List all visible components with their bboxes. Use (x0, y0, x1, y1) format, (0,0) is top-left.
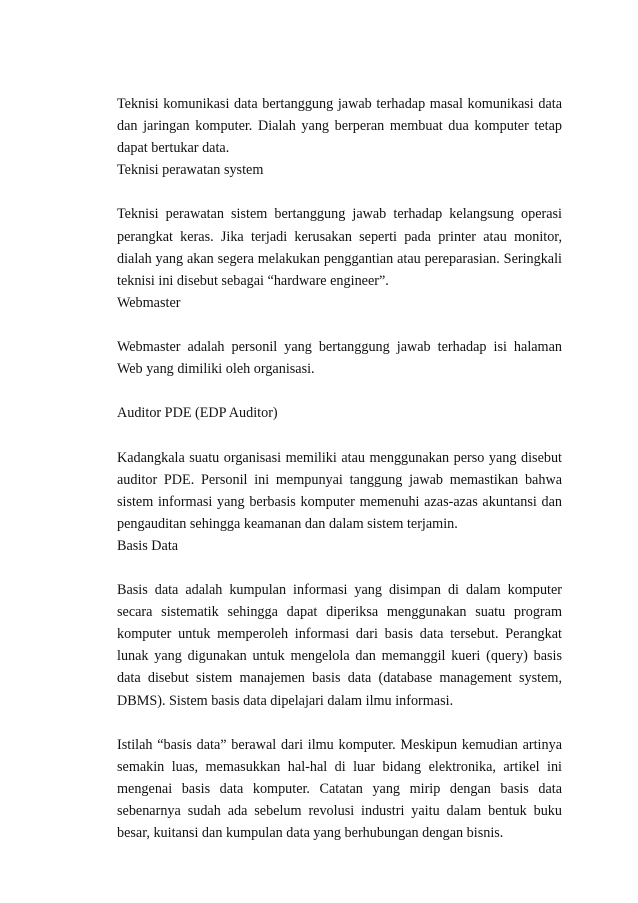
heading-teknisi-perawatan: Teknisi perawatan system (117, 162, 264, 179)
document-page (117, 93, 562, 844)
paragraph-webmaster: Webmaster adalah personil yang bertanggung jawab terhadap isi halaman Web yang dimiliki oleh organisasi. (117, 339, 562, 378)
heading-webmaster: Webmaster (117, 294, 181, 311)
paragraph-istilah-basis-data: Istilah “basis data” berawal dari ilmu komputer. Meskipun kemudian artinya semakin luas, memasukkan hal-hal di luar bidang elektronika, artikel ini mengenai basis data komputer. Catatan yang mirip dengan basis data sebenarnya sudah ada sebelum revolusi industri yaitu dalam bentuk buku besar, kuitansi dan kumpulan data yang berhubungan dengan bisnis. (117, 736, 562, 842)
heading-basis-data: Basis Data (117, 537, 179, 554)
blank-line (117, 424, 562, 446)
blank-line (117, 380, 562, 402)
paragraph-teknisi-perawatan: Teknisi perawatan sistem bertanggung jawab terhadap kelangsung operasi perangkat keras. Jika terjadi kerusakan seperti pada printer atau monitor, dialah yang akan segera melakukan penggantian atau pereparasian. Seringkali teknisi ini disebut sebagai “hardware engineer”. (117, 206, 562, 289)
heading-auditor-pde: Auditor PDE (EDP Auditor) (117, 405, 278, 422)
paragraph-teknisi-komunikasi: Teknisi komunikasi data bertanggung jawab terhadap masal komunikasi data dan jaringan komputer. Dialah yang berperan membuat dua komputer tetap dapat bertukar data. (117, 96, 562, 157)
paragraph-auditor-pde: Kadangkala suatu organisasi memiliki atau menggunakan perso yang disebut auditor PDE. Personil ini mempunyai tanggung jawab memastikan bahwa sistem informasi yang berbasis komputer memenuhi azas-azas akuntansi dan pengauditan sehingga keamanan dan dalam sistem terjamin. (117, 449, 562, 532)
blank-line (117, 314, 562, 336)
blank-line (117, 712, 562, 734)
blank-line (117, 557, 562, 579)
blank-line (117, 181, 562, 203)
paragraph-basis-data: Basis data adalah kumpulan informasi yang disimpan di dalam komputer secara sistematik sehingga dapat diperiksa menggunakan suatu program komputer untuk memperoleh informasi dari basis data tersebut. Perangkat lunak yang digunakan untuk mengelola dan memanggil kueri (query) basis data disebut sistem manajemen basis data (database management system, DBMS). Sistem basis data dipelajari dalam ilmu informasi. (117, 582, 562, 709)
